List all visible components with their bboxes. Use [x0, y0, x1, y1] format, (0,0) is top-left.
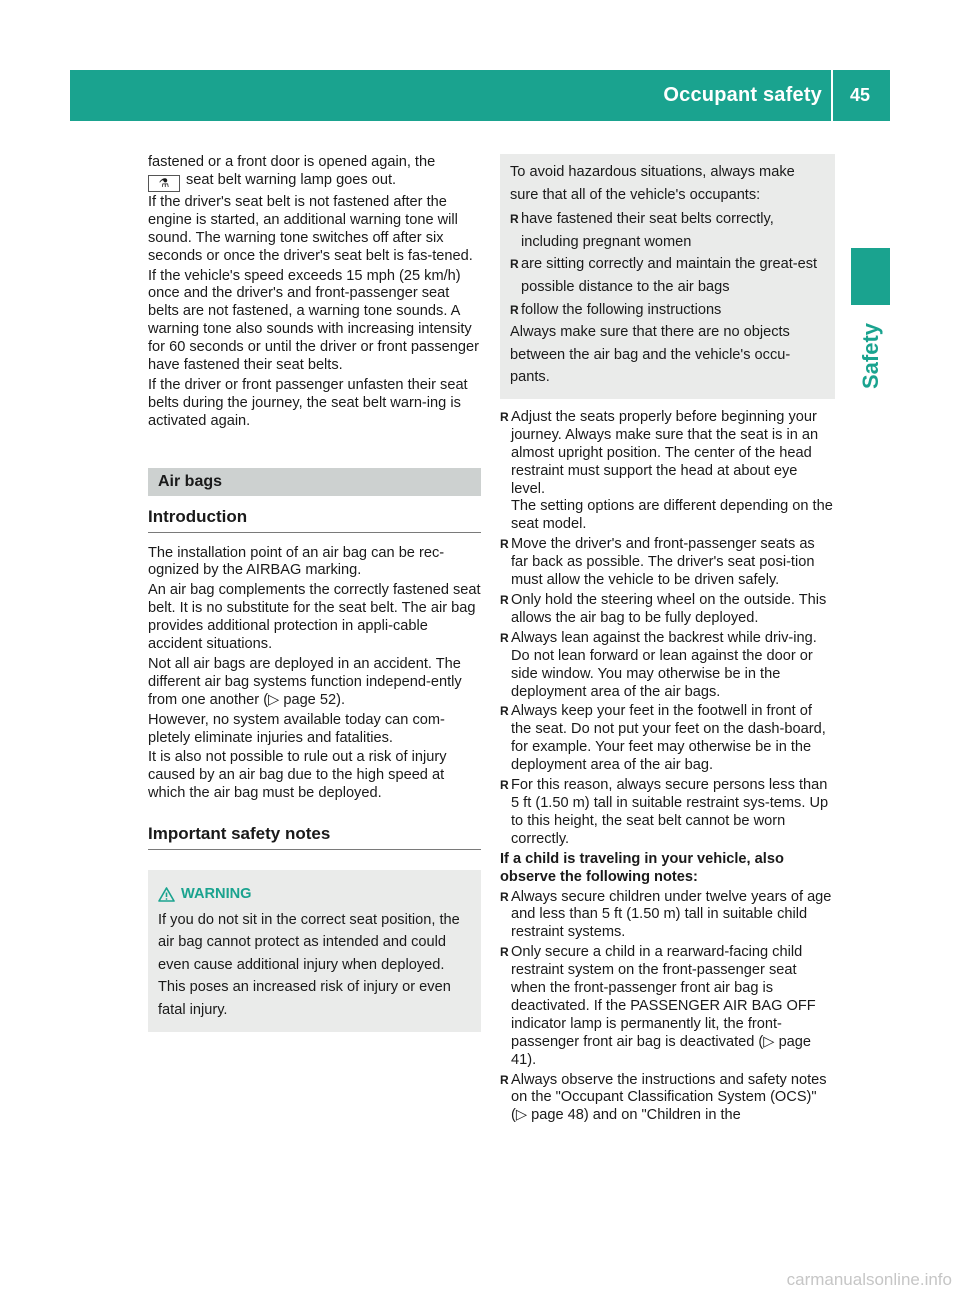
list-item: R are sitting correctly and maintain the great-est possible distance to the air bags: [510, 256, 818, 295]
paragraph: If the driver's seat belt is not fastened after the engine is started, an additional warning tone will sound. The warning tone switches off after six seconds or once the driver's seat belt is fas-tened.: [148, 193, 473, 264]
list-item: R Adjust the seats properly before beginning your journey. Always make sure that the seat is in an almost upright position. The center of the head restraint must support the head at about eye level. The setting options are different depending on the seat model.: [500, 408, 833, 533]
chapter-marker: [851, 248, 890, 305]
paragraph: To avoid hazardous situations, always make sure that all of the vehicle's occupants:: [510, 164, 795, 203]
chapter-band: Air bags: [148, 468, 481, 496]
warning-text: If you do not sit in the correct seat position, the air bag cannot protect as intended and could even cause additional injury when deployed. This poses an increased risk of injury or even fatal injury.: [158, 911, 460, 1019]
paragraph: If the vehicle's speed exceeds 15 mph (25 km/h) once and the driver's and front-passenger seat belts are not fastened, a warning tone sounds. A warning tone also sounds with increasing intensity for 60 seconds or until the driver or front passenger have fastened their seat belts.: [148, 267, 479, 374]
watermark: carmanualsonline.info: [786, 1270, 952, 1289]
list-item: R Only secure a child in a rearward-facing child restraint system on the front-passenger seat when the front-passenger front air bag is deactivated. If the PASSENGER AIR BAG OFF indicator lamp is permanently lit, the front-passenger front air bag is deactivated (▷ page 41).: [500, 944, 816, 1068]
paragraph: fastened or a front door is opened again, the ⚗ seat belt warning lamp goes out.: [148, 154, 436, 190]
section-title: Occupant safety: [663, 84, 822, 106]
list-item: R For this reason, always secure persons less than 5 ft (1.50 m) tall in suitable restraint sys-tems. Up to this height, the seat belt cannot be worn correctly.: [500, 777, 829, 847]
precaution-box: [500, 154, 835, 399]
list-item: R Always secure children under twelve years of age and less than 5 ft (1.50 m) tall in suitable child restraint systems.: [500, 888, 832, 941]
paragraph: Always make sure that there are no objects between the air bag and the vehicle's occu-pants.: [510, 324, 791, 386]
paragraph: Not all air bags are deployed in an accident. The different air bag systems function independ-ently from one another (▷ page 52).: [148, 655, 462, 708]
list-item: R Only hold the steering wheel on the outside. This allows the air bag to be fully deployed.: [500, 592, 827, 626]
paragraph: It is also not possible to rule out a risk of injury caused by an air bag due to the high speed at which the air bag must be deployed.: [148, 749, 447, 802]
seat-belt-icon: ⚗: [148, 175, 180, 192]
page-number: 45: [849, 85, 870, 105]
list-item: R Always keep your feet in the footwell in front of the seat. Do not put your feet on the dash-board, for example. Your feet may otherwise be in the deployment area of the air bag.: [500, 703, 826, 774]
right-column: [500, 154, 835, 1127]
child-notes-heading: If a child is traveling in your vehicle, also observe the following notes:: [500, 850, 784, 885]
list-item: R Always observe the instructions and safety notes on the "Occupant Classification System (OCS)" (▷ page 48) and on "Children in the: [500, 1071, 827, 1124]
warning-triangle-icon: [158, 887, 175, 902]
paragraph: The installation point of an air bag can be rec-ognized by the AIRBAG marking.: [148, 544, 445, 579]
paragraph: However, no system available today can com-pletely eliminate injuries and fatalities.: [148, 711, 445, 746]
list-item: R have fastened their seat belts correctly, including pregnant women: [510, 211, 774, 250]
section-header-bar: [70, 70, 890, 121]
list-item: R Always lean against the backrest while driv-ing. Do not lean forward or lean against the door or side window. You may otherwise be in the deployment area of the air bags.: [500, 629, 817, 700]
warning-box: [148, 870, 481, 1032]
left-column: [148, 154, 481, 1032]
section-heading-safety-notes: Important safety notes: [148, 825, 481, 850]
chapter-tab-label: Safety: [857, 322, 883, 390]
header-divider: [831, 70, 833, 121]
warning-title: WARNING: [158, 883, 471, 906]
list-item: R follow the following instructions: [510, 301, 722, 318]
list-item: R Move the driver's and front-passenger seats as far back as possible. The driver's seat posi-tion must allow the vehicle to be driven safely.: [500, 536, 815, 589]
paragraph: If the driver or front passenger unfasten their seat belts during the journey, the seat belt warn-ing is activated again.: [148, 376, 468, 429]
section-heading-introduction: Introduction: [148, 508, 481, 533]
paragraph: An air bag complements the correctly fastened seat belt. It is no substitute for the seat belt. The air bag provides additional protection in appli-cable accident situations.: [148, 582, 481, 653]
chapter-tab: [851, 312, 890, 400]
